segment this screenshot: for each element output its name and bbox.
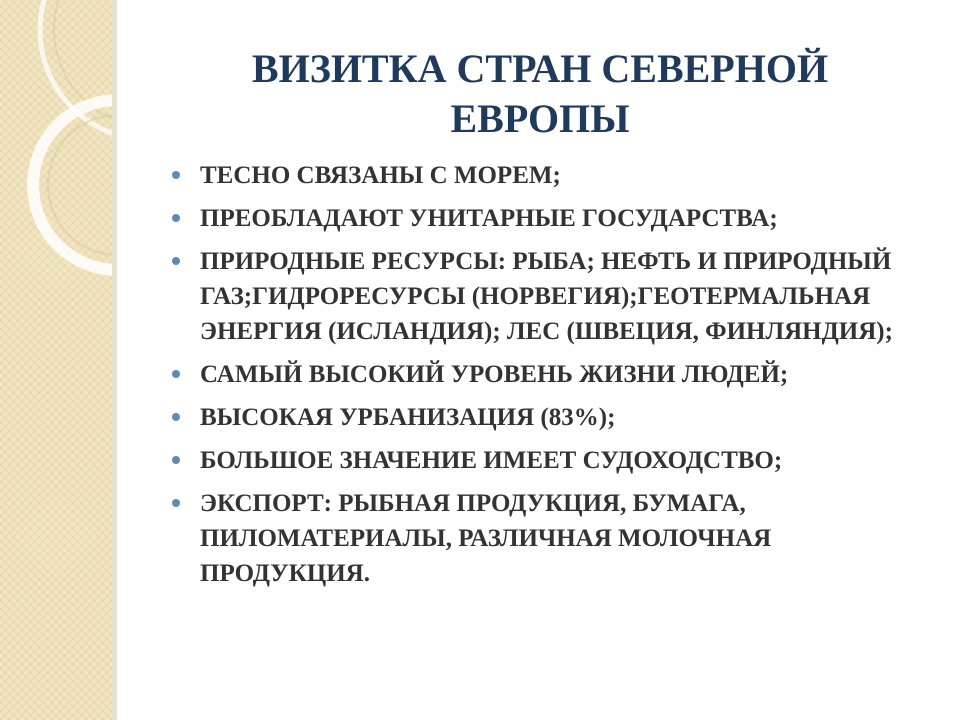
- bullet-item: [166, 357, 936, 392]
- bullet-item: [166, 400, 936, 435]
- slide-title: [170, 44, 910, 144]
- bullet-text: САМЫЙ ВЫСОКИЙ УРОВЕНЬ ЖИЗНИ ЛЮДЕЙ;: [200, 361, 789, 388]
- bullet-item: [166, 201, 936, 236]
- bullet-text: ЭКСПОРТ: РЫБНАЯ ПРОДУКЦИЯ, БУМАГА, ПИЛОМАТЕРИАЛЫ, РАЗЛИЧНАЯ МОЛОЧНАЯ ПРОДУКЦИЯ.: [200, 490, 772, 587]
- bullet-list: [166, 158, 936, 599]
- side-strip-edge: [112, 0, 117, 720]
- bullet-text: БОЛЬШОЕ ЗНАЧЕНИЕ ИМЕЕТ СУДОХОДСТВО;: [200, 447, 783, 474]
- bullet-dot-icon: [172, 499, 180, 507]
- bullet-dot-icon: [172, 214, 180, 222]
- bullet-text: ПРЕОБЛАДАЮТ УНИТАРНЫЕ ГОСУДАРСТВА;: [200, 205, 778, 232]
- bullet-text: ВЫСОКАЯ УРБАНИЗАЦИЯ (83%);: [200, 404, 616, 431]
- bullet-dot-icon: [172, 370, 180, 378]
- bullet-dot-icon: [172, 456, 180, 464]
- decorative-side-strip: [0, 0, 112, 720]
- bullet-text: ПРИРОДНЫЕ РЕСУРСЫ: РЫБА; НЕФТЬ И ПРИРОДНЫЙ ГАЗ;ГИДРОРЕСУРСЫ (НОРВЕГИЯ);ГЕОТЕРМАЛЬНАЯ ЭНЕРГИЯ (ИСЛАНДИЯ); ЛЕС (ШВЕЦИЯ, ФИНЛЯНДИЯ);: [200, 248, 893, 345]
- bullet-dot-icon: [172, 257, 180, 265]
- slide-title-line-2: ЕВРОПЫ: [450, 96, 630, 141]
- bullet-item: [166, 158, 936, 193]
- bullet-text: ТЕСНО СВЯЗАНЫ С МОРЕМ;: [200, 162, 561, 189]
- bullet-item: [166, 443, 936, 478]
- bullet-item: [166, 244, 936, 349]
- bullet-dot-icon: [172, 171, 180, 179]
- bullet-dot-icon: [172, 413, 180, 421]
- slide-title-line-1: ВИЗИТКА СТРАН СЕВЕРНОЙ: [251, 46, 829, 91]
- decorative-rings-icon: [0, 0, 112, 720]
- bullet-item: [166, 486, 936, 591]
